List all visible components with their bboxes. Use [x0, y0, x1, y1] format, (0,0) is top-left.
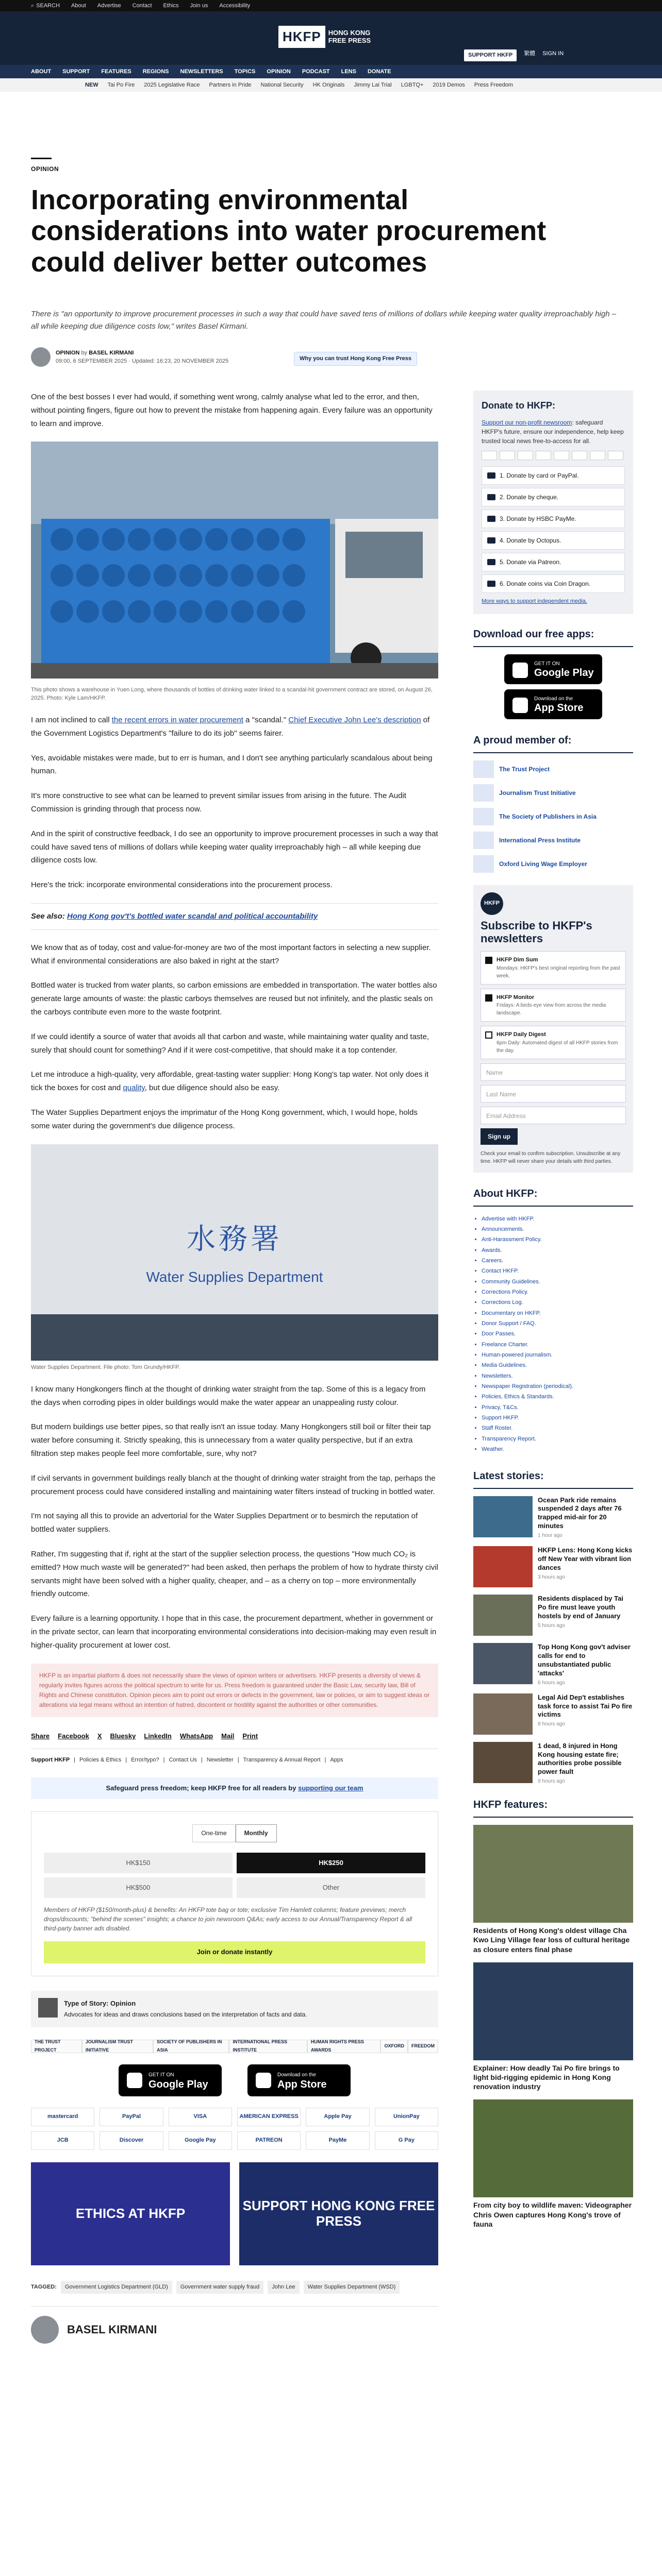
latest-story[interactable]: Residents displaced by Tai Po fire must leave youth hostels by end of January 5 hours ago [473, 1595, 633, 1636]
jti-icon [473, 784, 494, 802]
features-list [473, 1825, 633, 2229]
freq-one-time[interactable]: One-time [192, 1824, 235, 1842]
util-link-about[interactable]: About [71, 2, 86, 9]
share-whatsapp-button[interactable]: WhatsApp [179, 1732, 213, 1740]
google-pay-icon: Google Pay [169, 2131, 232, 2150]
latest-story[interactable]: HKFP Lens: Hong Kong kicks off New Year with vibrant lion dances 3 hours ago [473, 1546, 633, 1587]
about-link[interactable]: • Staff Roster. [482, 1423, 633, 1433]
hrpa-logo[interactable]: HUMAN RIGHTS PRESS AWARDS [307, 2040, 381, 2053]
newsletter-title: Subscribe to HKFP's newsletters [481, 919, 592, 945]
paragraph: Yes, avoidable mistakes were made, but to err is human, and I don't see anything particularly scandalous about being human. [31, 753, 433, 776]
about-link[interactable]: • Community Guidelines. [482, 1277, 633, 1287]
patreon-icon: PATREON [237, 2131, 301, 2150]
inline-link[interactable]: the recent errors in water procurement [111, 715, 243, 724]
payme-icon: PayMe [306, 2131, 369, 2150]
wsd-sign-chinese: 水務署 [187, 1223, 283, 1257]
app-badges [31, 2064, 438, 2096]
tag[interactable]: Government water supply fraud [176, 2281, 263, 2294]
author-card [31, 2306, 438, 2344]
trending-nav [0, 78, 662, 92]
author-card-avatar [31, 2316, 59, 2344]
feature-story[interactable]: Explainer: How deadly Tai Po fire brings to light bid-rigging epidemic in Hong Kong renovation industry [473, 1962, 633, 2092]
about-link[interactable]: • Contact HKFP. [482, 1266, 633, 1276]
about-link[interactable]: • Careers. [482, 1256, 633, 1266]
card-icon [500, 451, 515, 460]
masthead [0, 11, 662, 65]
amount-option[interactable]: HK$150 [44, 1853, 233, 1873]
signup-button[interactable]: Sign up [481, 1128, 518, 1145]
unionpay-icon: UnionPay [375, 2108, 438, 2126]
story-type-desc: Advocates for ideas and draws conclusions based on the interpretation of facts and data. [64, 2011, 307, 2019]
card-icon [536, 451, 551, 460]
apps-heading: Download our free apps: [473, 626, 633, 647]
gpay-icon: G Pay [375, 2131, 438, 2150]
amex-icon: AMERICAN EXPRESS [237, 2108, 301, 2126]
story-thumbnail [473, 1546, 533, 1587]
jti-logo[interactable]: JOURNALISM TRUST INITIATIVE [82, 2040, 153, 2053]
trust-project-logo[interactable]: THE TRUST PROJECT [31, 2040, 82, 2053]
paragraph: Every failure is a learning opportunity. I hope that in this case, the procurement department, whether in government or in the private sector, can learn that incorporating environmental considerations into decision-making may even result in higher-quality procurement at lower cost. [31, 1614, 437, 1650]
trending-item[interactable]: 2019 Demos [433, 81, 465, 88]
paragraph: I know many Hongkongers flinch at the thought of drinking water straight from the tap. Some of this is a legacy from the days when corroding pipes in older buildings would make the water appear an unappealing rusty colour. [31, 1384, 426, 1407]
support-hkfp-link[interactable]: Support HKFP [31, 1756, 70, 1763]
discover-icon: Discover [100, 2131, 163, 2150]
donate-button[interactable]: Join or donate instantly [44, 1941, 425, 1963]
byline: OPINION by BASEL KIRMANI 09:00, 6 SEPTEMBER 2025 · Updated: 16:23, 20 NOVEMBER 2025 [31, 347, 228, 367]
footer-link[interactable]: Transparency & Annual Report [243, 1756, 321, 1763]
mastercard-icon: mastercard [31, 2108, 94, 2126]
trending-item[interactable]: Partners in Pride [209, 81, 252, 88]
donate-option[interactable]: 4. Donate by Octopus. [482, 531, 625, 550]
nav-item-about[interactable]: ABOUT [31, 68, 52, 75]
ipi-icon [473, 832, 494, 849]
latest-story[interactable]: Top Hong Kong gov't adviser calls for end to unsubstantiated public 'attacks' 6 hours ago [473, 1643, 633, 1686]
support-banner[interactable]: SUPPORT HONG KONG FREE PRESS [239, 2162, 438, 2265]
card-icon [554, 451, 569, 460]
paragraph: If civil servants in government buildings really blanch at the thought of drinking water straight from the tap, perhaps the procurement process could have considered installing and maintaining water filters instead of trucking in bottled water. [31, 1473, 436, 1496]
inline-link[interactable]: quality [123, 1083, 145, 1093]
promo-banners [31, 2162, 438, 2265]
trending-item[interactable]: Tai Po Fire [107, 81, 135, 88]
donate-option[interactable]: 3. Donate by HSBC PayMe. [482, 510, 625, 528]
support-promo-link[interactable]: supporting our team [298, 1784, 363, 1792]
member-item[interactable]: The Society of Publishers in Asia [473, 808, 633, 825]
share-x-button[interactable]: X [97, 1732, 102, 1740]
amount-option[interactable]: HK$500 [44, 1877, 233, 1898]
article-standfirst: There is "an opportunity to improve procurement processes in such a way that could have saved tens of millions of dollars while keeping water quality irreproachably high – all while keeping due diligence costs low," writes Basel Kirmani. [31, 310, 617, 331]
latest-heading: Latest stories: [473, 1468, 633, 1489]
footer-link[interactable]: Error/typo? [131, 1756, 159, 1763]
latest-story[interactable]: Legal Aid Dep't establishes task force to assist Tai Po fire victims 8 hours ago [473, 1693, 633, 1735]
donate-option[interactable]: 2. Donate by cheque. [482, 488, 625, 506]
trending-item[interactable]: HK Originals [312, 81, 345, 88]
opinion-icon [38, 1998, 58, 2018]
trending-item[interactable]: National Security [260, 81, 304, 88]
ethics-banner[interactable]: ETHICS AT HKFP [31, 2162, 230, 2265]
byline-dates: 09:00, 6 SEPTEMBER 2025 · Updated: 16:23, 20 NOVEMBER 2025 [56, 358, 229, 364]
nav-item-lens[interactable]: LENS [341, 68, 356, 75]
about-link[interactable]: • Human-powered journalism. [482, 1350, 633, 1360]
story-type-box [31, 1991, 438, 2027]
newsletter-option[interactable]: HKFP Dim Sum Mondays: HKFP's best original reporting from the past week. [481, 951, 626, 985]
article-body [31, 391, 438, 2344]
util-link-advertise[interactable]: Advertise [97, 2, 121, 9]
see-also: See also: Hong Kong gov't's bottled water scandal and political accountability [31, 903, 438, 930]
masthead-actions [464, 49, 564, 61]
story-thumbnail [473, 1742, 533, 1783]
trending-item[interactable]: LGBTQ+ [401, 81, 424, 88]
util-link-join[interactable]: Join us [190, 2, 208, 9]
payment-logos [482, 451, 625, 460]
freedom-logo[interactable]: FREEDOM [408, 2040, 438, 2053]
paragraph: Bottled water is trucked from water plants, so carbon emissions are embedded in transportation. The water bottles also generate large amounts of waste: the plastic carboys themselves are reused but not infinitely, and the plastic seals on the carboys contribute even more to the waste footprint. [31, 981, 437, 1016]
about-link[interactable]: • Announcements. [482, 1224, 633, 1234]
nav-item-support[interactable]: SUPPORT [62, 68, 90, 75]
member-item[interactable]: Oxford Living Wage Employer [473, 855, 633, 873]
trending-item[interactable]: 2025 Legislative Race [144, 81, 200, 88]
oxford-icon [473, 855, 494, 873]
checkbox[interactable] [485, 1031, 492, 1039]
app-store-badge[interactable]: Download on the App Store [247, 2064, 351, 2096]
site-logo[interactable] [278, 26, 371, 48]
apple-pay-icon: Apple Pay [306, 2108, 369, 2126]
jcb-icon: JCB [31, 2131, 94, 2150]
tag[interactable]: Government Logistics Department (GLD) [61, 2281, 172, 2294]
support-hkfp-button[interactable]: SUPPORT HKFP [464, 49, 517, 61]
util-link-accessibility[interactable]: Accessibility [219, 2, 251, 9]
oxford-logo[interactable]: OXFORD [380, 2040, 408, 2053]
tag-list [31, 2281, 438, 2294]
about-link[interactable]: • Newsletters. [482, 1371, 633, 1381]
byline-author[interactable]: BASEL KIRMANI [89, 349, 134, 356]
sidebar-app-badges [473, 654, 633, 719]
more-ways-link[interactable]: More ways to support independent media. [482, 598, 587, 604]
trust-project-icon [473, 760, 494, 778]
about-link[interactable]: • Weather. [482, 1444, 633, 1454]
sopa-logo[interactable]: SOCIETY OF PUBLISHERS IN ASIA [153, 2040, 229, 2053]
donation-widget [31, 1811, 438, 1976]
nav-item-regions[interactable]: REGIONS [142, 68, 169, 75]
author-avatar [31, 347, 51, 367]
about-link[interactable]: • Media Guidelines. [482, 1360, 633, 1370]
payment-methods [31, 2108, 438, 2150]
paragraph: But modern buildings use better pipes, so that really isn't an issue today. Many Hongkongers still boil or filter their tap water before consuming it. Strictly speaking, this is unnecessary from a water quality perspective, but if an extra filtration step makes people feel more comfortable, sure, why not? [31, 1422, 431, 1459]
member-item[interactable]: International Press Institute [473, 832, 633, 849]
latest-list [473, 1496, 633, 1785]
donate-text-link[interactable]: Support our non-profit newsroom [482, 419, 572, 426]
last-name-field[interactable]: Last Name [481, 1085, 626, 1103]
share-linkedin-button[interactable]: LinkedIn [144, 1732, 172, 1740]
latest-story[interactable]: Ocean Park ride remains suspended 2 days after 76 trapped mid-air for 20 minutes 1 hour ago [473, 1496, 633, 1539]
footer-links: Support HKFP | Policies & Ethics | Error/typo? | Contact Us | Newsletter | Transparency & Annual Report | Apps [31, 1755, 438, 1765]
amount-option[interactable]: Other [237, 1877, 425, 1898]
util-link-ethics[interactable]: Ethics [163, 2, 179, 9]
tags-label: TAGGED: [31, 2283, 57, 2290]
about-link[interactable]: • Privacy, T&Cs. [482, 1402, 633, 1413]
support-promo: Safeguard press freedom; keep HKFP free for all readers by supporting our team [31, 1777, 438, 1799]
byline-section: OPINION [56, 349, 80, 356]
latest-story[interactable]: 1 dead, 8 injured in Hong Kong housing estate fire; authorities probe possible power fault 9 hours ago [473, 1742, 633, 1785]
wsd-photo [31, 1144, 438, 1361]
card-icon [608, 451, 623, 460]
trending-item[interactable]: Jimmy Lai Trial [354, 81, 392, 88]
card-icon [572, 451, 587, 460]
member-item[interactable]: The Trust Project [473, 760, 633, 778]
nav-item-topics[interactable]: TOPICS [234, 68, 256, 75]
section-label[interactable]: OPINION [31, 158, 59, 174]
frequency-toggle [44, 1824, 425, 1842]
util-link-contact[interactable]: Contact [132, 2, 152, 9]
amount-options [44, 1853, 425, 1899]
footer-link[interactable]: Contact Us [169, 1756, 197, 1763]
paragraph: One of the best bosses I ever had would, if something went wrong, calmly analyse what led to the error, and then, without pointing fingers, figure out how to prevent the mistake from happening again. Every failure was an opportunity to learn and improve. [31, 393, 433, 428]
about-link[interactable]: • Anti-Harassment Policy. [482, 1234, 633, 1245]
about-link[interactable]: • Corrections Log. [482, 1297, 633, 1308]
story-thumbnail [473, 1643, 533, 1684]
wsd-sign-english: Water Supplies Department [146, 1268, 323, 1285]
paragraph: Let me introduce a high-quality, very affordable, great-tasting water supplier: Hong Kong's tap water. Not only does it tick the boxes for cost and quality, but due diligence should also be easy. [31, 1070, 429, 1093]
main-nav [0, 65, 662, 78]
feature-thumbnail [473, 1825, 633, 1923]
feature-thumbnail [473, 1962, 633, 2060]
members-heading: A proud member of: [473, 733, 633, 753]
app-store-badge[interactable]: Download on the App Store [504, 689, 602, 719]
paragraph: And in the spirit of constructive feedback, I do see an opportunity to improve procurement processes in such a way that could have saved tens of millions of dollars while keeping water quality irreproachably high – all while keeping due diligence costs low. [31, 829, 438, 865]
sidebar [473, 391, 633, 2237]
footer-link[interactable]: Newsletter [206, 1756, 234, 1763]
donate-option[interactable]: 5. Donate via Patreon. [482, 553, 625, 571]
logo-text: HONG KONG FREE PRESS [328, 28, 371, 44]
nav-item-donate[interactable]: DONATE [367, 68, 391, 75]
story-thumbnail [473, 1693, 533, 1735]
see-also-link[interactable]: Hong Kong gov't's bottled water scandal and political accountability [67, 911, 318, 921]
share-bluesky-button[interactable]: Bluesky [110, 1732, 136, 1740]
article-title: Incorporating environmental considerations into water procurement could deliver better outcomes [31, 184, 547, 278]
about-link[interactable]: • Donor Support / FAQ. [482, 1318, 633, 1329]
about-link[interactable]: • Door Passes. [482, 1329, 633, 1339]
about-link[interactable]: • Support HKFP. [482, 1413, 633, 1423]
feature-story[interactable]: From city boy to wildlife maven: Videographer Chris Owen captures Hong Kong's trove of fauna [473, 2099, 633, 2229]
trending-label: NEW [85, 81, 98, 88]
share-bar [31, 1731, 438, 1749]
signup-fine-print: Check your email to confirm subscription. Unsubscribe at any time. HKFP will never share your details with third parties. [481, 1150, 621, 1164]
donate-title: Donate to HKFP: [482, 400, 555, 411]
paragraph: Rather, I'm suggesting that if, right at the start of the supplier selection process, the questions "How much CO₂ is emitted? How much waste will be generated?" had been asked, then perhaps the problem of how to hydrate thirsty civil servants might have been solved with a higher quality, cheaper, and – as a cherry on top – more environmentally friendly outcome. [31, 1550, 438, 1599]
newsletter-signup [473, 885, 633, 1173]
logo-mark: HKFP [278, 26, 325, 48]
trending-item[interactable]: Press Freedom [474, 81, 513, 88]
story-thumbnail [473, 1595, 533, 1636]
about-link[interactable]: • Newspaper Registration (periodical). [482, 1381, 633, 1392]
paragraph: If we could identify a source of water that avoids all that carbon and waste, while maintaining water quality and taste, surely that should count for something? And if it were cost-competitive, that should make it a top contender. [31, 1032, 429, 1055]
opinion-disclaimer: HKFP is an impartial platform & does not necessarily share the views of opinion writers or advertisers. HKFP presents a diversity of views & regularly invites figures across the political spectrum to write for us. Press freedom is guaranteed under the Basic Law, security law, Bill of Rights and Chinese constitution. Opinion pieces aim to point out errors or defects in the government, law or policies, or aim to suggest ideas or alterations via legal means without an intention of hatred, discontent or hostility against the authorities or other communities. [31, 1664, 438, 1718]
tag[interactable]: Water Supplies Department (WSD) [304, 2281, 400, 2294]
feature-story[interactable]: Residents of Hong Kong's oldest village Cha Kwo Ling Village fear loss of cultural heritage as closure enters final phase [473, 1825, 633, 1954]
partner-logos [31, 2040, 438, 2053]
ipi-logo[interactable]: INTERNATIONAL PRESS INSTITUTE [229, 2040, 307, 2053]
paragraph: We know that as of today, cost and value-for-money are two of the most important factors in selecting a new supplier. What if environmental considerations are also baked in right at the start? [31, 943, 431, 965]
hkfp-badge: HKFP [481, 892, 503, 915]
name-field[interactable]: Name [481, 1063, 626, 1081]
card-icon [518, 451, 533, 460]
newsletter-option[interactable]: HKFP Monitor Fridays: A birds-eye view from across the media landscape. [481, 989, 626, 1022]
footer-link[interactable]: Apps [330, 1756, 343, 1763]
nav-item-newsletters[interactable]: NEWSLETTERS [180, 68, 223, 75]
google-play-badge[interactable]: GET IT ON Google Play [504, 654, 602, 684]
inline-link[interactable]: Chief Executive John Lee's description [288, 715, 421, 724]
about-list [473, 1214, 633, 1455]
freq-monthly[interactable]: Monthly [236, 1824, 277, 1842]
paragraph: The Water Supplies Department enjoys the imprimatur of the Hong Kong government, which, I would hope, holds some water during the government's due diligence process. [31, 1108, 418, 1130]
tag[interactable]: John Lee [268, 2281, 299, 2294]
checkbox-checked[interactable] [485, 957, 492, 964]
donate-box: Donate to HKFP: Support our non-profit newsroom: safeguard HKFP's future, ensure our independence, help keep trusted local news free-to-access for all. 1. Donate by card or PayPal. 2. Donate by cheque. 3. Donate by HSBC PayMe. 4. Donate by Octopus. 5. Donate via Patreon. 6. Donate coins via Coin Dragon. More ways to support independent media. [473, 391, 633, 614]
visa-icon: VISA [169, 2108, 232, 2126]
trust-pill[interactable]: Why you can trust Hong Kong Free Press [294, 352, 417, 366]
nav-item-opinion[interactable]: OPINION [267, 68, 291, 75]
email-field[interactable]: Email Address [481, 1107, 626, 1124]
search-icon: ⌕ [31, 2, 35, 9]
author-card-name[interactable]: BASEL KIRMANI [67, 2323, 157, 2336]
membership-note: Members of HKFP ($150/month-plus) & benefits: An HKFP tote bag or tote; exclusive Tim Hamlett columns; feature previews; merch drops/discounts; "behind the scenes" insights; a chance to join newsroom Q&As; early access to our Annual/Transparency Report & all third-party banner ads disabled. [44, 1906, 412, 1933]
card-icon [482, 451, 497, 460]
about-link[interactable]: • Policies, Ethics & Standards. [482, 1392, 633, 1402]
features-heading: HKFP features: [473, 1797, 633, 1818]
feature-thumbnail [473, 2099, 633, 2197]
paypal-icon: PayPal [100, 2108, 163, 2126]
card-icon [590, 451, 605, 460]
about-link[interactable]: • Documentary on HKFP. [482, 1308, 633, 1318]
donate-option[interactable]: 6. Donate coins via Coin Dragon. [482, 574, 625, 593]
story-type-label: Type of Story: Opinion [64, 1999, 136, 2007]
footer-link[interactable]: Policies & Ethics [79, 1756, 122, 1763]
share-facebook-button[interactable]: Facebook [58, 1732, 89, 1740]
about-link[interactable]: • Freelance Charter. [482, 1340, 633, 1350]
nav-item-podcast[interactable]: PODCAST [302, 68, 330, 75]
member-item[interactable]: Journalism Trust Initiative [473, 784, 633, 802]
nav-item-features[interactable]: FEATURES [101, 68, 131, 75]
search-link[interactable]: ⌕ SEARCH [31, 2, 60, 10]
google-play-badge[interactable]: GET IT ON Google Play [119, 2064, 222, 2096]
share-label: Share [31, 1732, 50, 1740]
newsletter-option[interactable]: HKFP Daily Digest 6pm Daily: Automated digest of all HKFP stories from the day. [481, 1026, 626, 1059]
member-list [473, 760, 633, 873]
about-link[interactable]: • Corrections Policy. [482, 1287, 633, 1297]
language-switch[interactable]: 繁體 [524, 50, 536, 57]
print-button[interactable]: Print [242, 1732, 258, 1740]
about-heading: About HKFP: [473, 1186, 633, 1207]
about-link[interactable]: • Advertise with HKFP. [482, 1214, 633, 1224]
checkbox-checked[interactable] [485, 994, 492, 1002]
paragraph: I'm not saying all this to provide an advertorial for the Water Supplies Department or to besmirch the reputation of bottled water suppliers. [31, 1512, 418, 1534]
photo-caption: Water Supplies Department. File photo: Tom Grundy/HKFP. [31, 1364, 180, 1370]
paragraph: It's more constructive to see what can be learned to prevent similar issues from arising in the future. The Audit Commission is grinding through that process now. [31, 791, 406, 814]
donate-option[interactable]: 1. Donate by card or PayPal. [482, 466, 625, 485]
water-bottles-photo [31, 442, 438, 679]
share-mail-button[interactable]: Mail [221, 1732, 235, 1740]
sign-in-link[interactable]: SIGN IN [542, 50, 564, 57]
paragraph: I am not inclined to call the recent errors in water procurement a "scandal." Chief Executive John Lee's description of the Government Logistics Department's "failure to do its job" seems fairer. [31, 715, 430, 738]
story-thumbnail [473, 1496, 533, 1537]
paragraph: Here's the trick: incorporate environmental considerations into the procurement process. [31, 880, 333, 890]
amount-option-selected[interactable]: HK$250 [237, 1853, 425, 1873]
utility-bar [0, 0, 662, 11]
about-link[interactable]: • Transparency Report. [482, 1434, 633, 1444]
photo-caption: This photo shows a warehouse in Yuen Long, where thousands of bottles of drinking water linked to a scandal-hit government contract are stored, on August 26, 2025. Photo: Kyle Lam/HKFP. [31, 687, 433, 701]
about-link[interactable]: • Awards. [482, 1245, 633, 1256]
sopa-icon [473, 808, 494, 825]
